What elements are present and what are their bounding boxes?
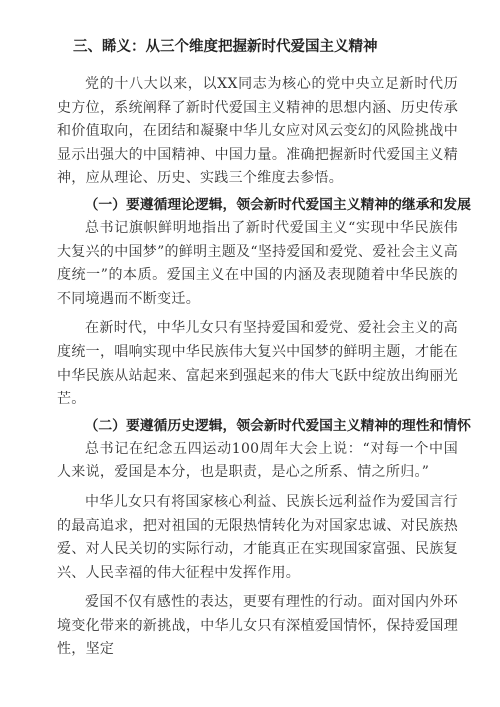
part2-paragraph-3: 爱国不仅有感性的表达，更要有理性的行动。面对国内外环境变化带来的新挑战，中华儿女只有深植爱国情怀，保持爱国理性，坚定 bbox=[57, 594, 458, 658]
part1-paragraph-2: 在新时代，中华儿女只有坚持爱国和爱党、爱社会主义的高度统一，唱响实现中华民族伟大复兴中国梦的鲜明主题，才能在中华民族从站起来、富起来到强起来的伟大飞跃中绽放出绚丽光芒。 bbox=[57, 320, 458, 408]
part1-paragraph-1: 总书记旗帜鲜明地指出了新时代爱国主义“实现中华民族伟大复兴的中国梦”的鲜明主题及“坚持爱国和爱党、爱社会主义高度统一”的本质。爱国主义在中国的内涵及表现随着中华民族的不同境遇而不断变迁。 bbox=[57, 219, 459, 307]
section-heading: 三、睎义：从三个维度把握新时代爱国主义精神 bbox=[73, 39, 378, 55]
part2-paragraph-1: 总书记在纪念五四运动100周年大会上说：“对每一个中国人来说，爱国是本分，也是职责，是心之所系、情之所归。” bbox=[57, 440, 458, 481]
section-intro-paragraph: 党的十八大以来，以XX同志为核心的党中央立足新时代历史方位，系统阐释了新时代爱国主义精神的思想内涵、历史传承和价值取向，在团结和凝聚中华儿女应对风云变幻的风险挑战中显示出强大的中国精神、中国力量。准确把握新时代爱国主义精神，应从理论、历史、实践三个维度去参悟。 bbox=[57, 76, 458, 187]
part2-heading: （二）要遵循历史逻辑，领会新时代爱国主义精神的理性和情怀 bbox=[84, 417, 471, 434]
part1-heading: （一）要遵循理论逻辑，领会新时代爱国主义精神的继承和发展 bbox=[84, 196, 471, 213]
part2-paragraph-2: 中华儿女只有将国家核心利益、民族长远利益作为爱国言行的最高追求，把对祖国的无限热情转化为对国家忠诚、对民族热爱、对人民关切的实际行动，才能真正在实现国家富强、民族复兴、人民幸福的伟大征程中发挥作用。 bbox=[57, 493, 458, 581]
